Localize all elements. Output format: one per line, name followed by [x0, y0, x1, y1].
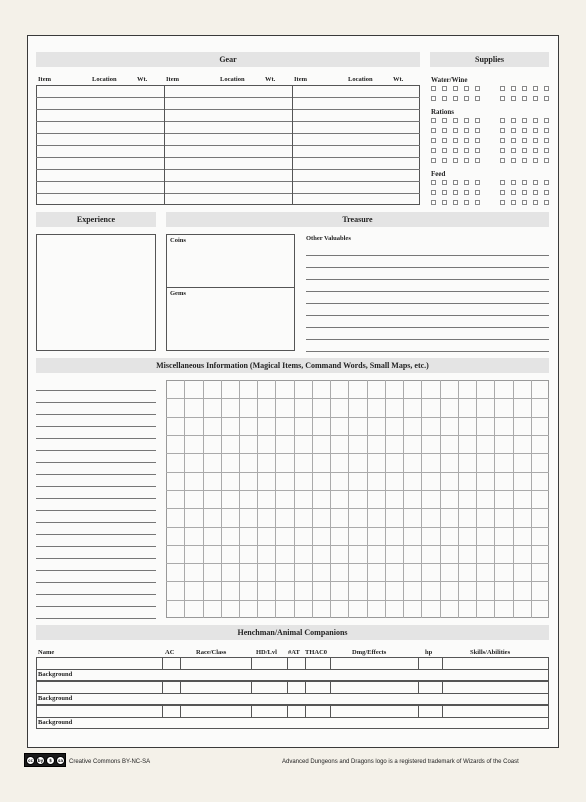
supply-checkbox[interactable] [464, 128, 469, 133]
henchman-background-label: Background [38, 719, 73, 726]
hench-col-dmg: Dmg/Effects [352, 649, 387, 656]
misc-note-line[interactable] [36, 558, 156, 559]
henchman-col-divider [162, 705, 163, 717]
supply-checkbox[interactable] [431, 180, 436, 185]
henchman-col-divider [442, 705, 443, 717]
supply-checkbox[interactable] [442, 200, 447, 205]
misc-note-line[interactable] [36, 570, 156, 571]
supply-checkbox[interactable] [544, 118, 549, 123]
supply-checkbox[interactable] [511, 158, 516, 163]
henchman-col-divider [287, 681, 288, 693]
supply-checkbox[interactable] [522, 158, 527, 163]
supplies-header: Supplies [430, 52, 549, 67]
supply-checkbox[interactable] [442, 138, 447, 143]
supply-checkbox[interactable] [475, 96, 480, 101]
supply-checkbox[interactable] [500, 180, 505, 185]
supply-checkbox[interactable] [522, 180, 527, 185]
henchman-col-divider [330, 705, 331, 717]
hench-col-race-class: Race/Class [196, 649, 227, 656]
supply-checkbox[interactable] [453, 96, 458, 101]
misc-note-line[interactable] [36, 390, 156, 391]
supply-checkbox[interactable] [522, 138, 527, 143]
henchman-col-divider [251, 681, 252, 693]
grid-line [166, 581, 549, 582]
misc-note-line[interactable] [36, 498, 156, 499]
henchman-col-divider [418, 705, 419, 717]
henchman-background-label: Background [38, 695, 73, 702]
gear-header: Gear [36, 52, 420, 67]
supply-checkbox[interactable] [533, 200, 538, 205]
supply-checkbox[interactable] [511, 190, 516, 195]
grid-line [166, 600, 549, 601]
henchman-col-divider [305, 681, 306, 693]
supply-checkbox[interactable] [533, 138, 538, 143]
experience-box[interactable] [36, 234, 156, 351]
coins-gems-divider [166, 287, 295, 288]
henchman-col-divider [305, 657, 306, 669]
supply-checkbox[interactable] [533, 86, 538, 91]
supply-checkbox[interactable] [533, 118, 538, 123]
hench-col-ac: AC [165, 649, 175, 656]
gems-label: Gems [170, 290, 186, 297]
gear-row-line [36, 133, 420, 134]
experience-header: Experience [36, 212, 156, 227]
supply-checkbox[interactable] [544, 158, 549, 163]
supply-checkbox[interactable] [464, 148, 469, 153]
gear-row-line [36, 193, 420, 194]
supply-checkbox[interactable] [511, 118, 516, 123]
supply-checkbox[interactable] [431, 96, 436, 101]
supply-checkbox[interactable] [442, 190, 447, 195]
rations-label: Rations [431, 108, 454, 116]
gear-row-line [36, 181, 420, 182]
grid-line [166, 472, 549, 473]
supply-checkbox[interactable] [511, 180, 516, 185]
grid-line [166, 545, 549, 546]
supply-checkbox[interactable] [453, 148, 458, 153]
gear-col-location-2: Location [220, 76, 245, 83]
supply-checkbox[interactable] [511, 138, 516, 143]
henchman-col-divider [180, 657, 181, 669]
gear-col-item-1: Item [38, 76, 51, 83]
supply-checkbox[interactable] [431, 158, 436, 163]
supply-checkbox[interactable] [522, 118, 527, 123]
supply-checkbox[interactable] [464, 180, 469, 185]
misc-note-line[interactable] [36, 474, 156, 475]
misc-note-line[interactable] [36, 582, 156, 583]
henchman-col-divider [305, 705, 306, 717]
gear-col-location-3: Location [348, 76, 373, 83]
supply-checkbox[interactable] [464, 190, 469, 195]
cc-icon: cc [26, 756, 35, 765]
supply-checkbox[interactable] [544, 138, 549, 143]
gear-col-wt-3: Wt. [393, 76, 404, 83]
henchman-row-divider [36, 717, 549, 718]
supply-checkbox[interactable] [500, 118, 505, 123]
supply-checkbox[interactable] [522, 96, 527, 101]
supply-checkbox[interactable] [544, 190, 549, 195]
grid-line [166, 417, 549, 418]
license-text: Creative Commons BY-NC-SA [69, 759, 151, 765]
supply-checkbox[interactable] [500, 86, 505, 91]
supply-checkbox[interactable] [453, 128, 458, 133]
henchman-col-divider [251, 705, 252, 717]
henchman-col-divider [330, 657, 331, 669]
supply-checkbox[interactable] [500, 190, 505, 195]
supply-checkbox[interactable] [431, 118, 436, 123]
supply-checkbox[interactable] [453, 118, 458, 123]
gear-col-location-1: Location [92, 76, 117, 83]
supply-checkbox[interactable] [475, 190, 480, 195]
supply-checkbox[interactable] [500, 128, 505, 133]
supply-checkbox[interactable] [475, 148, 480, 153]
misc-note-line[interactable] [36, 522, 156, 523]
supply-checkbox[interactable] [533, 158, 538, 163]
supply-checkbox[interactable] [511, 148, 516, 153]
supply-checkbox[interactable] [475, 128, 480, 133]
supply-checkbox[interactable] [431, 138, 436, 143]
water-label: Water/Wine [431, 76, 468, 84]
treasure-header: Treasure [166, 212, 549, 227]
gear-row-line [36, 157, 420, 158]
misc-note-line[interactable] [36, 594, 156, 595]
cc-nc-icon: $ [46, 756, 55, 765]
misc-note-line[interactable] [36, 606, 156, 607]
supply-checkbox[interactable] [533, 190, 538, 195]
gear-col-item-2: Item [166, 76, 179, 83]
supply-checkbox[interactable] [464, 200, 469, 205]
misc-note-line[interactable] [36, 426, 156, 427]
gear-col-divider [164, 85, 165, 205]
supply-checkbox[interactable] [500, 148, 505, 153]
grid-line [166, 435, 549, 436]
henchman-col-divider [418, 681, 419, 693]
supply-checkbox[interactable] [544, 148, 549, 153]
supply-checkbox[interactable] [511, 200, 516, 205]
supply-checkbox[interactable] [500, 96, 505, 101]
gear-row-line [36, 169, 420, 170]
supply-checkbox[interactable] [442, 86, 447, 91]
supply-checkbox[interactable] [544, 200, 549, 205]
misc-note-line[interactable] [36, 534, 156, 535]
henchman-col-divider [442, 657, 443, 669]
supply-checkbox[interactable] [442, 148, 447, 153]
supply-checkbox[interactable] [431, 200, 436, 205]
misc-note-line[interactable] [36, 438, 156, 439]
henchman-col-divider [287, 705, 288, 717]
valuables-line[interactable] [306, 303, 549, 304]
supply-checkbox[interactable] [475, 86, 480, 91]
supply-checkbox[interactable] [453, 138, 458, 143]
supply-checkbox[interactable] [522, 148, 527, 153]
valuables-line[interactable] [306, 327, 549, 328]
other-valuables-label: Other Valuables [306, 235, 351, 242]
henchman-row-divider [36, 693, 549, 694]
henchman-col-divider [330, 681, 331, 693]
supply-checkbox[interactable] [500, 158, 505, 163]
supply-checkbox[interactable] [475, 158, 480, 163]
supply-checkbox[interactable] [511, 128, 516, 133]
cc-by-icon: by [37, 758, 44, 763]
valuables-line[interactable] [306, 255, 549, 256]
grid-line [166, 398, 549, 399]
supply-checkbox[interactable] [431, 128, 436, 133]
trademark-text: Advanced Dungeons and Dragons logo is a registered trademark of Wizards of the Coast [282, 759, 519, 765]
grid-line [166, 453, 549, 454]
supply-checkbox[interactable] [544, 96, 549, 101]
supply-checkbox[interactable] [442, 180, 447, 185]
creative-commons-badge [24, 753, 66, 767]
supply-checkbox[interactable] [533, 180, 538, 185]
supply-checkbox[interactable] [453, 158, 458, 163]
henchman-col-divider [251, 657, 252, 669]
grid-line [166, 563, 549, 564]
gear-col-item-3: Item [294, 76, 307, 83]
supply-checkbox[interactable] [533, 148, 538, 153]
hench-col-skills: Skills/Abilities [470, 649, 511, 656]
gear-row-line [36, 109, 420, 110]
henchman-col-divider [418, 657, 419, 669]
supply-checkbox[interactable] [544, 180, 549, 185]
supply-checkbox[interactable] [453, 200, 458, 205]
misc-note-line[interactable] [36, 450, 156, 451]
supply-checkbox[interactable] [464, 138, 469, 143]
valuables-line[interactable] [306, 291, 549, 292]
valuables-line[interactable] [306, 339, 549, 340]
supply-checkbox[interactable] [442, 158, 447, 163]
hench-col-name: Name [38, 649, 55, 656]
gear-col-divider [292, 85, 293, 205]
feed-label: Feed [431, 170, 446, 178]
supply-checkbox[interactable] [533, 128, 538, 133]
supply-checkbox[interactable] [500, 200, 505, 205]
gear-row-line [36, 145, 420, 146]
supply-checkbox[interactable] [500, 138, 505, 143]
henchman-row-divider [36, 669, 549, 670]
coins-label: Coins [170, 237, 186, 244]
valuables-line[interactable] [306, 315, 549, 316]
grid-line [166, 508, 549, 509]
supply-checkbox[interactable] [475, 118, 480, 123]
supply-checkbox[interactable] [475, 200, 480, 205]
supply-checkbox[interactable] [431, 86, 436, 91]
hench-col-thac0: THAC0 [305, 649, 328, 656]
supply-checkbox[interactable] [544, 86, 549, 91]
hench-col-hp: hp [425, 649, 433, 656]
supply-checkbox[interactable] [442, 118, 447, 123]
gear-row-line [36, 121, 420, 122]
misc-note-line[interactable] [36, 462, 156, 463]
misc-note-line[interactable] [36, 546, 156, 547]
misc-note-line[interactable] [36, 414, 156, 415]
supply-checkbox[interactable] [464, 96, 469, 101]
cc-sa-icon: sa [57, 758, 64, 763]
supply-checkbox[interactable] [533, 96, 538, 101]
henchman-background-label: Background [38, 671, 73, 678]
valuables-line[interactable] [306, 351, 549, 352]
supply-checkbox[interactable] [464, 118, 469, 123]
valuables-line[interactable] [306, 267, 549, 268]
supply-checkbox[interactable] [442, 96, 447, 101]
misc-note-line[interactable] [36, 402, 156, 403]
supply-checkbox[interactable] [464, 86, 469, 91]
misc-header: Miscellaneous Information (Magical Items, Command Words, Small Maps, etc.) [36, 358, 549, 373]
supply-checkbox[interactable] [522, 200, 527, 205]
supply-checkbox[interactable] [544, 128, 549, 133]
henchman-col-divider [442, 681, 443, 693]
supply-checkbox[interactable] [522, 190, 527, 195]
misc-note-line[interactable] [36, 510, 156, 511]
grid-line [166, 527, 549, 528]
supply-checkbox[interactable] [511, 96, 516, 101]
supply-checkbox[interactable] [453, 190, 458, 195]
henchman-col-divider [162, 681, 163, 693]
supply-checkbox[interactable] [431, 148, 436, 153]
supply-checkbox[interactable] [453, 86, 458, 91]
misc-note-line[interactable] [36, 618, 156, 619]
supply-checkbox[interactable] [453, 180, 458, 185]
hench-col-at: #AT [288, 649, 300, 656]
henchman-col-divider [180, 705, 181, 717]
henchman-col-divider [162, 657, 163, 669]
gear-col-wt-2: Wt. [265, 76, 276, 83]
supply-checkbox[interactable] [511, 86, 516, 91]
misc-note-line[interactable] [36, 486, 156, 487]
gear-row-line [36, 97, 420, 98]
hench-col-hd-lvl: HD/Lvl [256, 649, 277, 656]
supply-checkbox[interactable] [442, 128, 447, 133]
supply-checkbox[interactable] [475, 180, 480, 185]
gear-col-wt-1: Wt. [137, 76, 148, 83]
valuables-line[interactable] [306, 279, 549, 280]
henchman-col-divider [287, 657, 288, 669]
supply-checkbox[interactable] [464, 158, 469, 163]
supply-checkbox[interactable] [522, 128, 527, 133]
grid-line [166, 490, 549, 491]
supply-checkbox[interactable] [431, 190, 436, 195]
supply-checkbox[interactable] [475, 138, 480, 143]
supply-checkbox[interactable] [522, 86, 527, 91]
henchman-col-divider [180, 681, 181, 693]
henchman-header: Henchman/Animal Companions [36, 625, 549, 640]
